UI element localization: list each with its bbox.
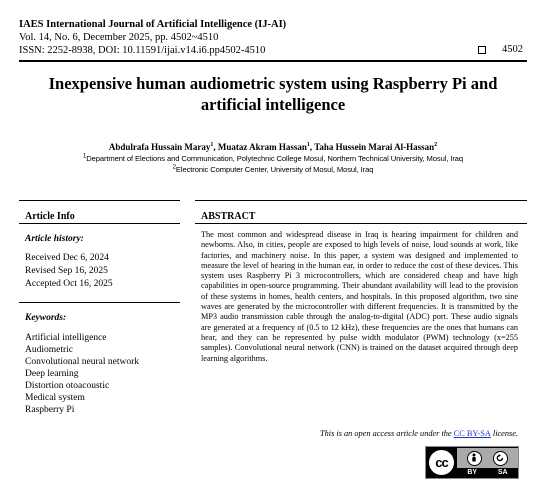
article-info-heading: Article Info (25, 211, 75, 222)
license-suffix: license. (490, 429, 518, 438)
history-item: Received Dec 6, 2024 (25, 253, 109, 263)
abstract-head-rule (195, 223, 527, 224)
keyword-item: Artificial intelligence (25, 333, 107, 343)
affiliations (19, 154, 527, 175)
history-bottom-rule (19, 302, 180, 303)
keywords-heading: Keywords: (25, 313, 67, 323)
page-number: 4502 (502, 44, 523, 55)
creative-commons-icon: cc (427, 448, 456, 477)
author-name: Muataz Akram Hassan (217, 142, 307, 152)
issn-line: ISSN: 2252-8938, DOI: 10.11591/ijai.v14.i6.pp4502-4510 (19, 45, 266, 56)
author-separator: , (213, 142, 218, 152)
history-item: Accepted Oct 16, 2025 (25, 279, 113, 289)
license-prefix: This is an open access article under the (320, 429, 454, 438)
author-name: Abdulrafa Hussain Maray (108, 142, 211, 152)
keywords-list (25, 332, 139, 416)
page-number-block (478, 44, 523, 55)
keyword-item: Convolutional neural network (25, 357, 139, 367)
share-alike-icon (493, 451, 508, 466)
affiliation-line (19, 154, 527, 165)
keyword-item: Medical system (25, 393, 85, 403)
author-sup: 1 (210, 142, 214, 148)
author-list (19, 142, 527, 152)
abstract-heading: ABSTRACT (201, 211, 256, 222)
history-heading: Article history: (25, 234, 84, 244)
journal-title: IAES International Journal of Artificial Intelligence (IJ-AI) (19, 19, 287, 30)
author-sup: 2 (434, 142, 438, 148)
volume-line: Vol. 14, No. 6, December 2025, pp. 4502~4510 (19, 32, 219, 43)
journal-header (19, 18, 286, 57)
affiliation-text: Department of Elections and Communication, Polytechnic College Mosul, Northern Technical University, Mosul, Iraq (86, 154, 464, 163)
affiliation-sup: 2 (172, 163, 176, 170)
keyword-item: Deep learning (25, 369, 79, 379)
cc-icon-strip (457, 448, 518, 468)
keyword-item: Distortion otoacoustic (25, 381, 110, 391)
license-link[interactable]: CC BY-SA (453, 429, 491, 438)
abstract-body: The most common and widespread disease in Iraq is hearing impairment for children and newborns. Also, in cities, people are exposed to high levels of noise, loud sounds at work, like factories, and machinery noise. In this paper, a system was designed and implemented to measure the level of hearing in the human ear, in order to reduce the cost of these devices. This system uses Raspberry Pi 3 microcontrollers, which are considered cheap and have high capabilities in open-source programming. Their abundant availability will lead to the provision of these systems in homes, health centers, and hospitals. In this proposed algorithm, two sine waves are generated by the microcontroller with different frequencies. It is transmitted by the MP3 audio transmission cable through the analog-to-digital (ADC) port. These audio signals are generated at a frequency of (0.5 to 12 kHz), these frequencies are the ones that humans can hear, and they can be represented by pulse width modulator (PWM) technology (x=255 samples). Convolutional neural network (CNN) is trained on the dataset acquired through deep learning algorithms. (201, 230, 518, 363)
author-name: Taha Hussein Marai Al-Hassan (314, 142, 435, 152)
keyword-item: Audiometric (25, 345, 74, 355)
cc-labels (457, 469, 518, 476)
affiliation-text: Electronic Computer Center, University of Mosul, Mosul, Iraq (175, 164, 374, 174)
cc-license-badge[interactable] (425, 446, 519, 479)
info-top-rule (19, 200, 180, 201)
cc-by-label: BY (467, 469, 478, 476)
header-rule (19, 60, 527, 62)
history-item: Revised Sep 16, 2025 (25, 266, 108, 276)
keyword-item: Raspberry Pi (25, 405, 75, 415)
person-icon (467, 451, 482, 466)
square-bullet-icon (478, 46, 486, 54)
cc-sa-label: SA (497, 469, 508, 476)
affiliation-line (19, 165, 527, 176)
affiliation-sup: 1 (82, 153, 87, 160)
author-separator: , (309, 142, 315, 152)
history-list (25, 252, 113, 291)
author-sup: 1 (306, 142, 310, 148)
paper-title: Inexpensive human audiometric system using Raspberry Pi and artificial intelligence (48, 74, 498, 114)
license-note (201, 429, 518, 438)
abstract-top-rule (195, 200, 527, 201)
info-head-rule (19, 223, 180, 224)
